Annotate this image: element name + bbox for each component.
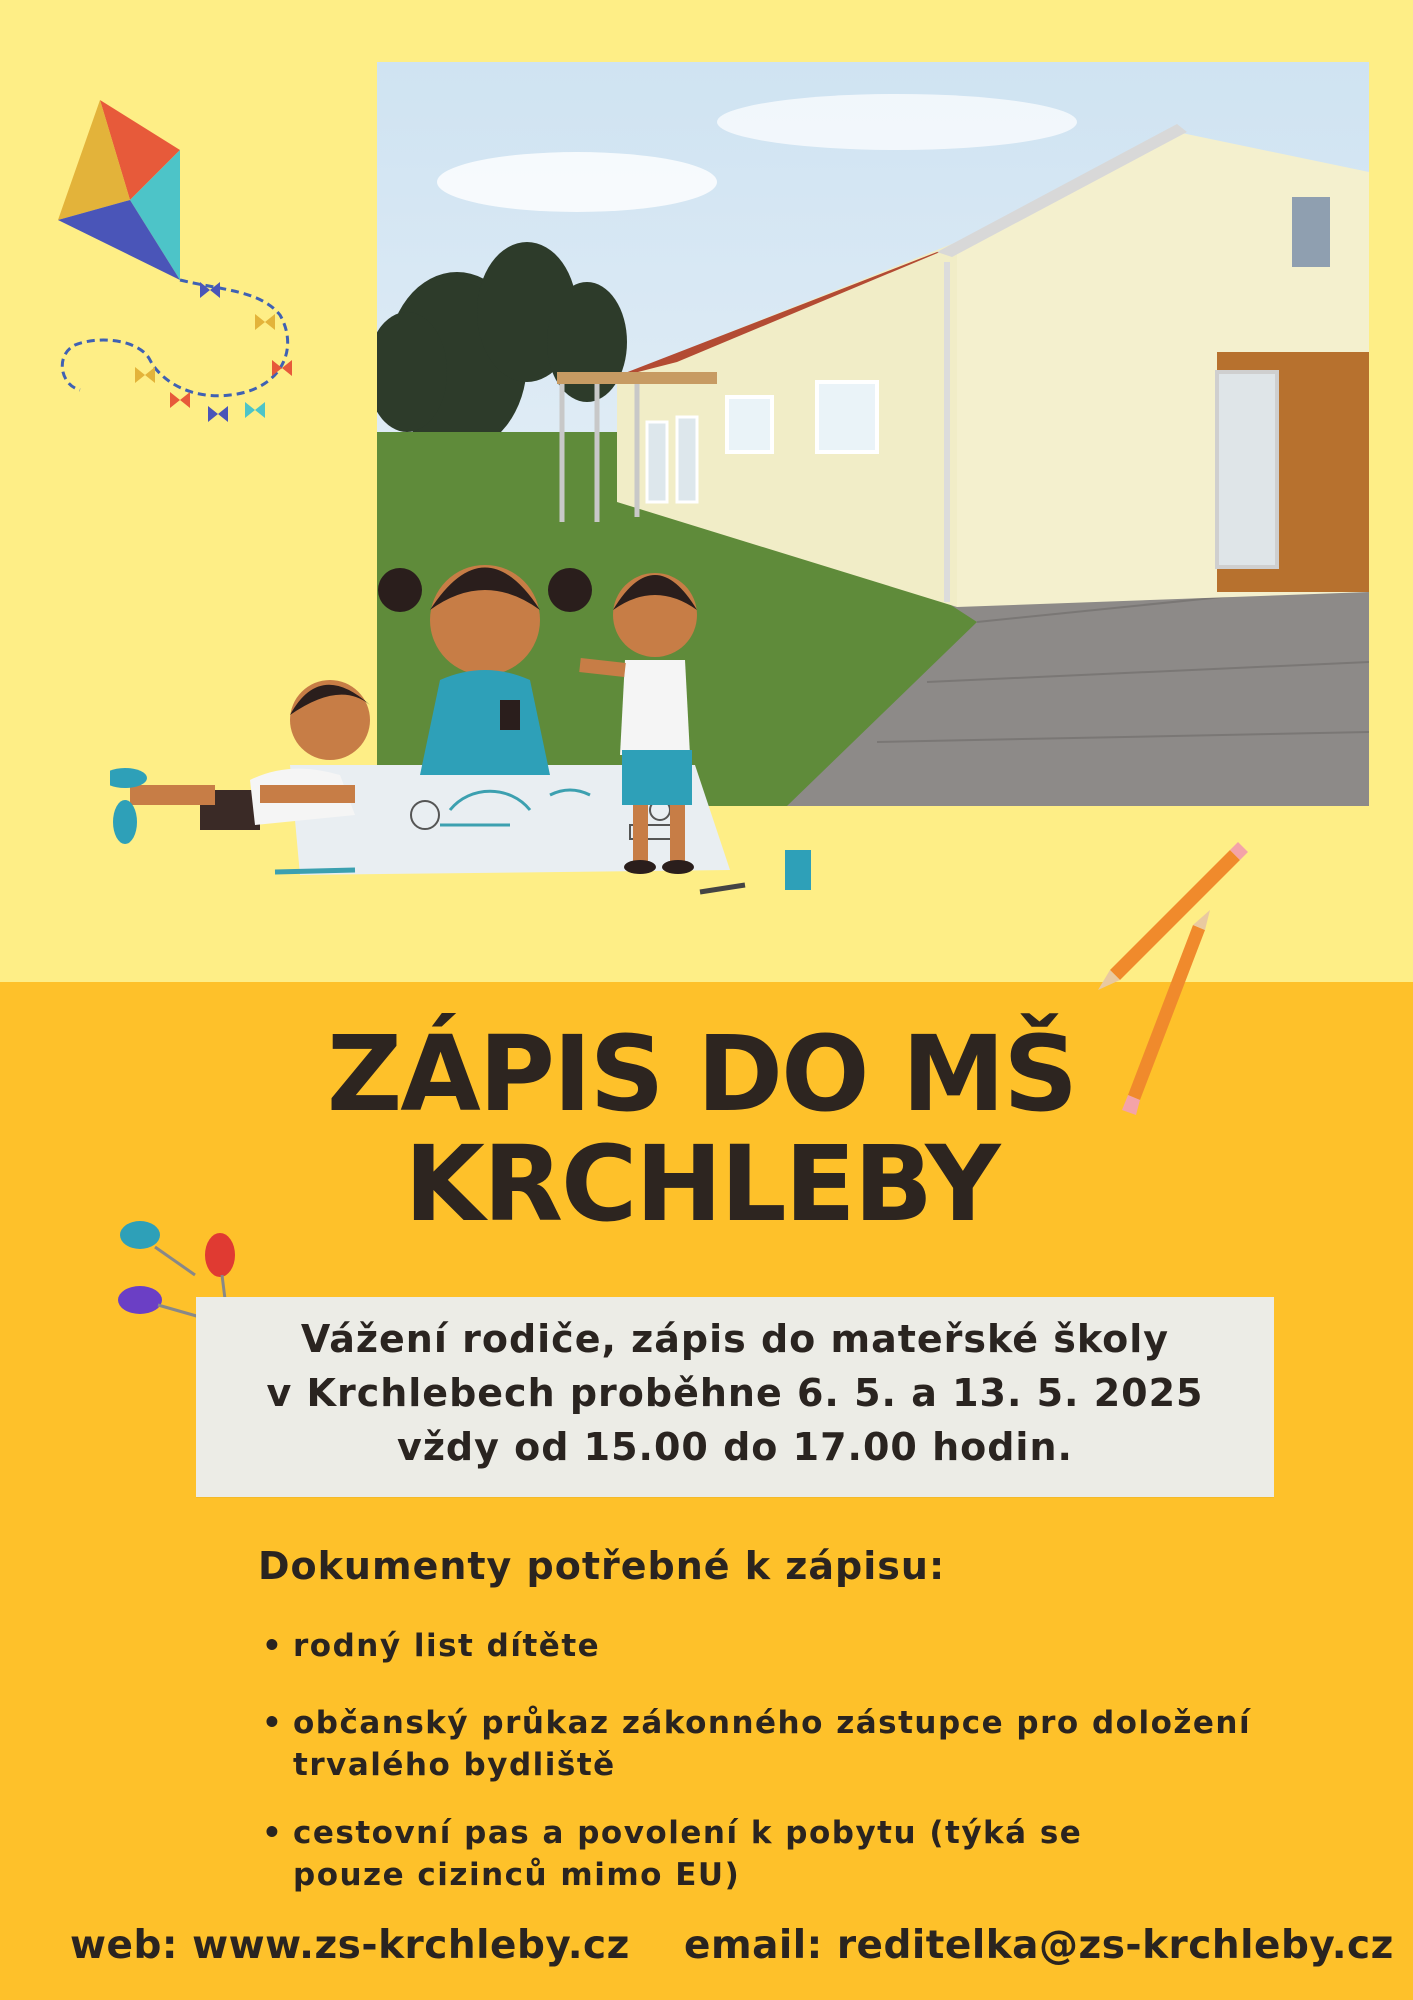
bullet: • xyxy=(262,1705,284,1741)
document-list-item xyxy=(262,1625,600,1667)
sitting-girl-figure xyxy=(378,565,592,775)
pencil-icon xyxy=(1098,842,1248,990)
kite-icon xyxy=(58,100,292,422)
notice-line3: vždy od 15.00 do 17.00 hodin. xyxy=(397,1425,1073,1469)
page-title-line1: ZÁPIS DO MŠ xyxy=(326,1013,1077,1135)
document-item-text-cont: trvalého bydliště xyxy=(293,1747,616,1783)
kite-illustration xyxy=(50,90,310,434)
children-drawing-illustration xyxy=(110,520,830,924)
document-list-item xyxy=(262,1702,1251,1786)
document-item-text: občanský průkaz zákonného zástupce pro doložení xyxy=(293,1705,1252,1741)
document-item-text-cont: pouze cizinců mimo EU) xyxy=(293,1857,741,1893)
document-item-text: rodný list dítěte xyxy=(293,1628,601,1664)
document-list-item xyxy=(262,1812,1082,1896)
footer-web-link[interactable]: web: www.zs-krchleby.cz xyxy=(70,1923,630,1968)
enrollment-notice-box xyxy=(196,1297,1274,1497)
document-item-text: cestovní pas a povolení k pobytu (týká se xyxy=(293,1815,1083,1851)
page-title-line2: KRCHLEBY xyxy=(404,1123,999,1245)
bullet: • xyxy=(262,1815,284,1851)
notice-line2: v Krchlebech proběhne 6. 5. a 13. 5. 2025 xyxy=(266,1371,1204,1415)
bullet: • xyxy=(262,1628,284,1664)
footer-email-link[interactable]: email: reditelka@zs-krchleby.cz xyxy=(684,1923,1394,1968)
notice-line1: Vážení rodiče, zápis do mateřské školy xyxy=(300,1317,1170,1361)
documents-heading: Dokumenty potřebné k zápisu: xyxy=(258,1544,946,1588)
pushpin-icon xyxy=(118,1286,200,1317)
